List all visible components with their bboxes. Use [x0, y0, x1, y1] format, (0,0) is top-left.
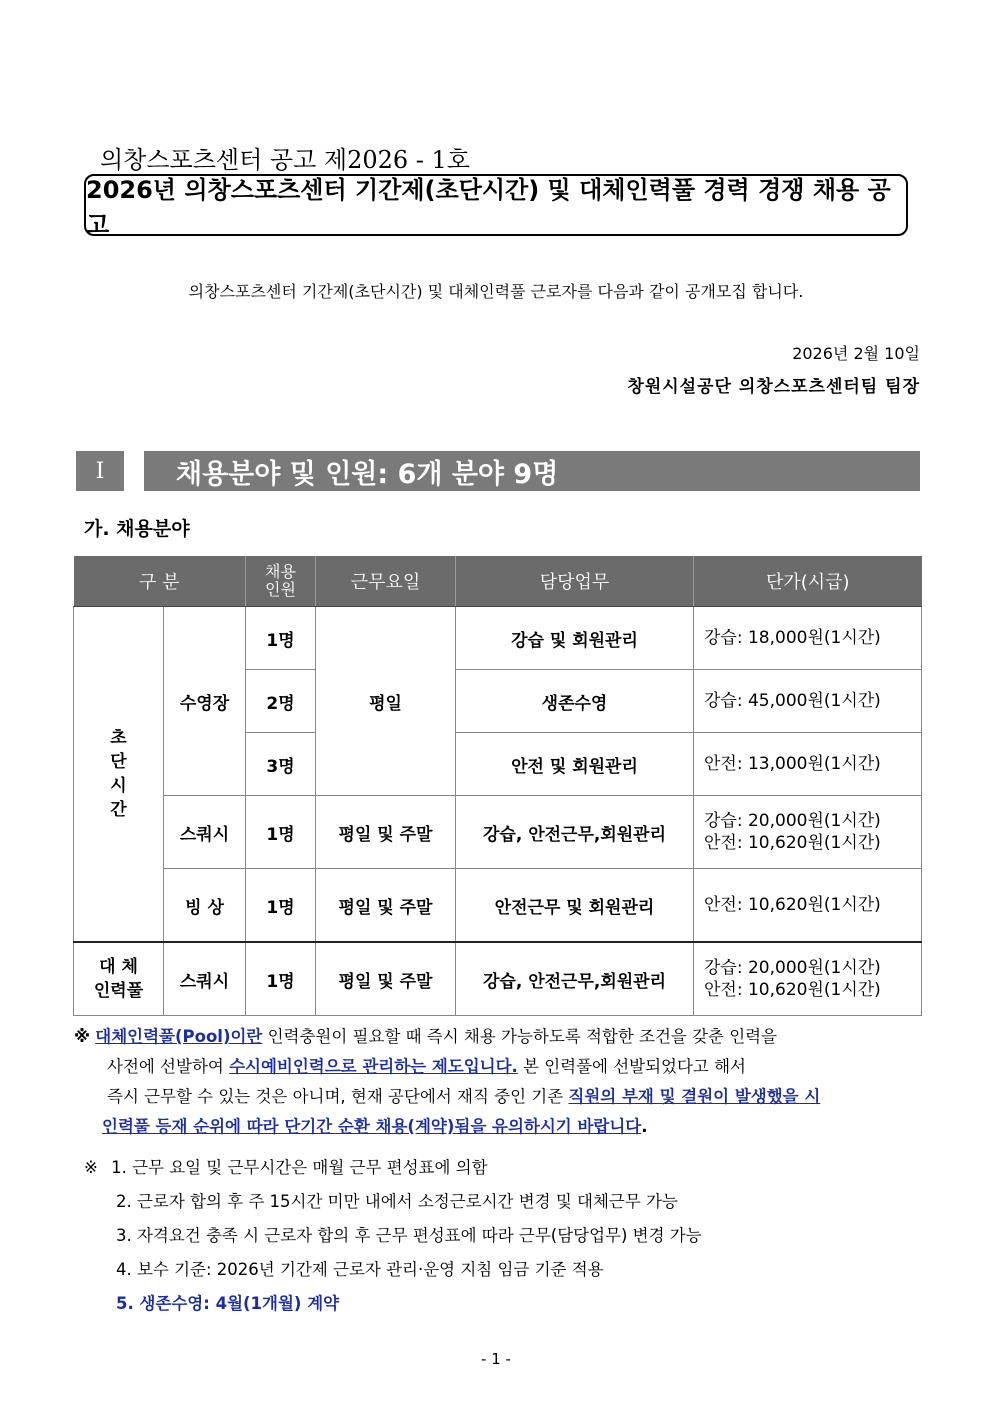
pool-text: 사전에 선발하여	[107, 1057, 230, 1076]
pool-highlight: 수시예비인력으로 관리하는 제도입니다.	[229, 1057, 518, 1076]
duty-cell: 생존수영	[456, 670, 694, 733]
note-item: 1. 근무 요일 및 근무시간은 매월 근무 편성표에 의함	[111, 1158, 488, 1177]
pay-line: 안전: 10,620원(1시간)	[704, 980, 881, 1000]
document-title-text: 2026년 의창스포츠센터 기간제(초단시간) 및 대체인력풀 경력 경쟁 채용 공고	[86, 176, 891, 239]
header-category: 구 분	[74, 556, 246, 607]
note-item: 4. 보수 기준: 2026년 기간제 근로자 관리·운영 지침 임금 기준 적용	[116, 1260, 604, 1279]
table-row	[74, 607, 922, 670]
pay-line: 안전: 10,620원(1시간)	[704, 833, 881, 853]
group-char: 단	[110, 752, 127, 772]
days-cell: 평일 및 주말	[316, 869, 456, 943]
group-pool-line1: 대 체	[99, 957, 138, 977]
group-char: 간	[110, 800, 127, 820]
pay-cell	[694, 942, 922, 1016]
note-item: 3. 자격요건 충족 시 근로자 합의 후 근무 편성표에 따라 근무(담당업무) 변경 가능	[116, 1226, 702, 1245]
pay-line: 안전: 13,000원(1시간)	[704, 754, 881, 774]
group-pool-line2: 인력풀	[93, 981, 144, 1001]
duty-cell: 안전근무 및 회원관리	[456, 869, 694, 943]
count-cell: 1명	[246, 942, 316, 1016]
duty-cell: 강습, 안전근무,회원관리	[456, 796, 694, 869]
notice-number: 의창스포츠센터 공고 제2026 - 1호	[100, 146, 470, 174]
place-cell: 수영장	[164, 607, 246, 796]
pay-line: 강습: 20,000원(1시간)	[704, 811, 881, 831]
place-cell: 스쿼시	[164, 796, 246, 869]
document-title	[84, 174, 908, 239]
pool-highlight: 인력풀 등재 순위에 따라 단기간 순환 채용(계약)됨을 유의하시기 바랍니다	[102, 1117, 642, 1136]
duty-cell: 안전 및 회원관리	[456, 733, 694, 796]
pool-text: 본 인력풀에 선발되었다고 해서	[517, 1057, 746, 1076]
header-count-line2: 인원	[265, 580, 296, 599]
group-char: 초	[110, 728, 127, 748]
place-cell: 스쿼시	[164, 942, 246, 1016]
pool-highlight: 직원의 부재 및 결원이 발생했을 시	[568, 1087, 821, 1106]
header-duty: 담당업무	[456, 556, 694, 607]
pay-cell	[694, 796, 922, 869]
pool-line-2	[74, 1052, 924, 1082]
pay-line: 강습: 20,000원(1시간)	[704, 958, 881, 978]
header-count	[246, 556, 316, 607]
days-cell: 평일 및 주말	[316, 942, 456, 1016]
pool-line-4	[74, 1112, 924, 1142]
days-cell: 평일	[316, 607, 456, 796]
count-cell: 3명	[246, 733, 316, 796]
count-cell: 1명	[246, 607, 316, 670]
count-cell: 2명	[246, 670, 316, 733]
pay-cell	[694, 869, 922, 943]
recruitment-table	[73, 556, 922, 1016]
table-header-row	[74, 556, 922, 607]
notes-list	[84, 1151, 702, 1321]
pool-line-3	[74, 1082, 924, 1112]
intro-text: 의창스포츠센터 기간제(초단시간) 및 대체인력풀 근로자를 다음과 같이 공개모집 합니다.	[188, 282, 804, 301]
page-number: - 1 -	[481, 1350, 511, 1368]
pool-text: 인력충원이 필요할 때 즉시 채용 가능하도록 적합한 조건을 갖춘 인력을	[262, 1027, 778, 1046]
pool-mark: ※	[74, 1027, 91, 1046]
pay-cell	[694, 670, 922, 733]
header-count-line1: 채용	[265, 562, 296, 581]
pay-line: 안전: 10,620원(1시간)	[704, 895, 881, 915]
pay-cell	[694, 733, 922, 796]
section-title: 채용분야 및 인원: 6개 분야 9명	[144, 451, 920, 491]
header-pay: 단가(시급)	[694, 556, 922, 607]
days-cell: 평일 및 주말	[316, 796, 456, 869]
signer: 창원시설공단 의창스포츠센터팀 팀장	[627, 377, 920, 397]
pay-line: 강습: 45,000원(1시간)	[704, 691, 881, 711]
pool-text: .	[641, 1117, 648, 1136]
group-char: 시	[110, 776, 127, 796]
group-short-time	[74, 607, 164, 943]
pool-notice	[74, 1022, 924, 1142]
count-cell: 1명	[246, 796, 316, 869]
header-days: 근무요일	[316, 556, 456, 607]
pool-definition: 대체인력풀(Pool)이란	[95, 1027, 263, 1046]
table-row	[74, 869, 922, 943]
duty-cell: 강습 및 회원관리	[456, 607, 694, 670]
count-cell: 1명	[246, 869, 316, 943]
table-row	[74, 942, 922, 1016]
notice-date: 2026년 2월 10일	[792, 344, 920, 363]
pay-cell	[694, 607, 922, 670]
subsection-title: 가. 채용분야	[84, 518, 190, 540]
note-item: 5. 생존수영: 4월(1개월) 계약	[116, 1294, 340, 1313]
pool-text: 즉시 근무할 수 있는 것은 아니며, 현재 공단에서 재직 중인 기존	[107, 1087, 569, 1106]
place-cell: 빙 상	[164, 869, 246, 943]
note-item: 2. 근로자 합의 후 주 15시간 미만 내에서 소정근로시간 변경 및 대체근무 가능	[116, 1192, 678, 1211]
duty-cell: 강습, 안전근무,회원관리	[456, 942, 694, 1016]
group-pool	[74, 942, 164, 1016]
section-number: Ⅰ	[76, 451, 124, 491]
pay-line: 강습: 18,000원(1시간)	[704, 628, 881, 648]
notes-mark: ※	[84, 1158, 98, 1177]
table-row	[74, 796, 922, 869]
